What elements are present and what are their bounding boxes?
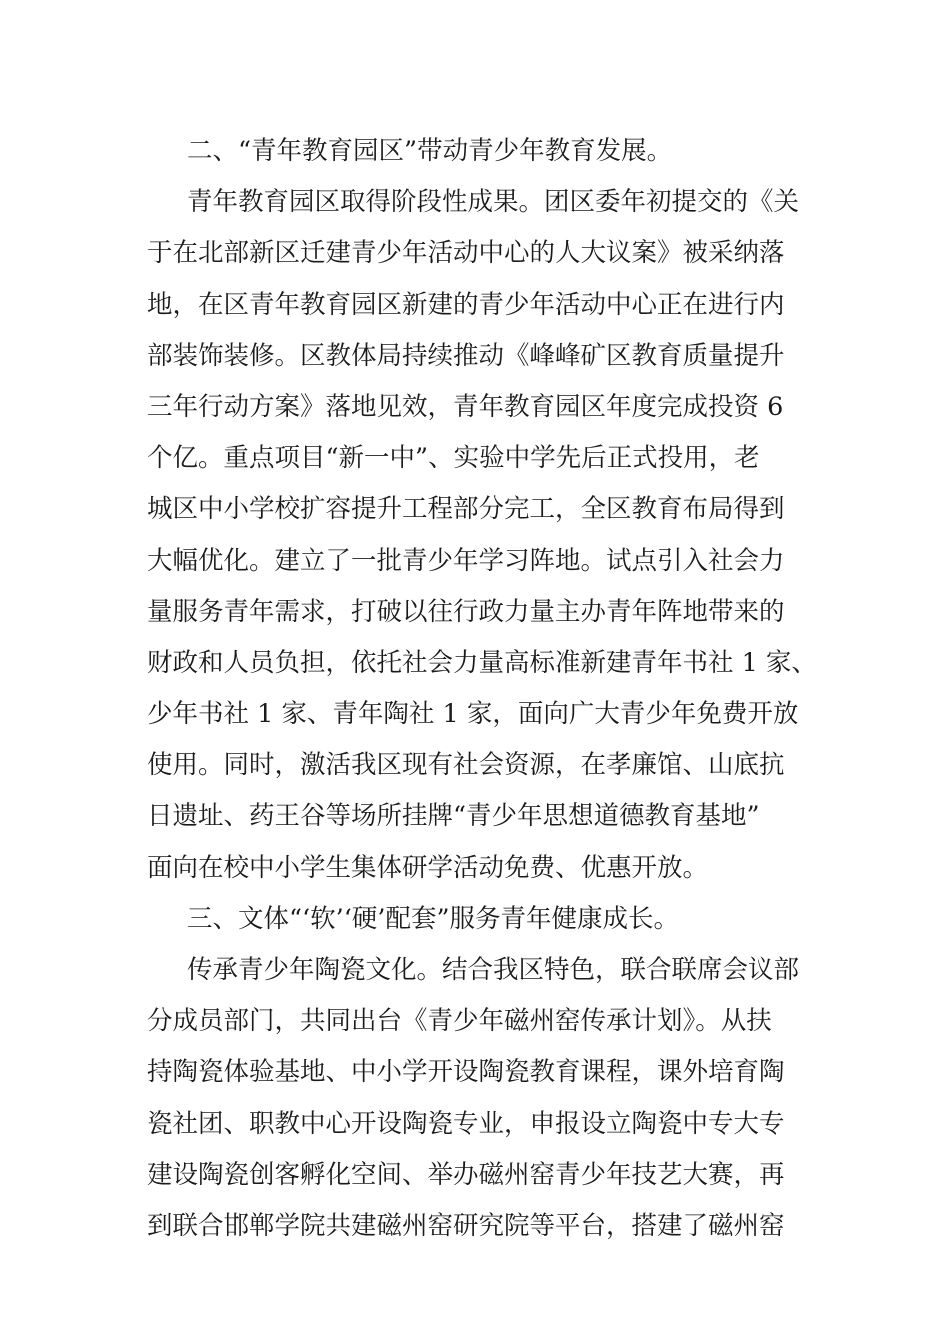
paragraph-line: 日遗址、药王谷等场所挂牌“青少年思想道德教育基地” [147, 801, 760, 832]
paragraph-line: 建设陶瓷创客孵化空间、举办磁州窑青少年技艺大赛，再 [147, 1159, 785, 1190]
paragraph-line: 于在北部新区迁建青少年活动中心的人大议案》被采纳落 [147, 238, 785, 269]
section-heading-3: 三、文体“‘软’‘硬’配套”服务青年健康成长。 [187, 903, 679, 934]
paragraph-line: 分成员部门，共同出台《青少年磁州窑传承计划》。从扶 [147, 1006, 772, 1037]
paragraph-line: 传承青少年陶瓷文化。结合我区特色，联合联席会议部 [187, 955, 800, 985]
paragraph-line: 面向在校中小学生集体研学活动免费、优惠开放。 [147, 852, 709, 883]
document-body [147, 126, 817, 1252]
paragraph-line: 地，在区青年教育园区新建的青少年活动中心正在进行内 [147, 289, 785, 320]
paragraph-line: 大幅优化。建立了一批青少年学习阵地。试点引入社会力 [147, 545, 785, 576]
paragraph-line: 个亿。重点项目“新一中”、实验中学先后正式投用，老 [147, 443, 760, 474]
paragraph-line: 城区中小学校扩容提升工程部分完工，全区教育布局得到 [147, 494, 785, 525]
paragraph-line: 三年行动方案》落地见效，青年教育园区年度完成投资 6 [147, 391, 784, 422]
paragraph-line: 量服务青年需求，打破以往行政力量主办青年阵地带来的 [147, 596, 785, 627]
section-heading-2: 二、“青年教育园区”带动青少年教育发展。 [187, 136, 673, 166]
paragraph-line: 青年教育园区取得阶段性成果。团区委年初提交的《关 [187, 187, 800, 218]
paragraph-line: 瓷社团、职教中心开设陶瓷专业，申报设立陶瓷中专大专 [147, 1108, 785, 1139]
paragraph-line: 使用。同时，激活我区现有社会资源，在孝廉馆、山底抗 [147, 750, 785, 781]
paragraph-line: 到联合邯郸学院共建磁州窑研究院等平台，搭建了磁州窑 [147, 1210, 785, 1241]
paragraph-line: 持陶瓷体验基地、中小学开设陶瓷教育课程，课外培育陶 [147, 1057, 785, 1088]
paragraph-line: 部装饰装修。区教体局持续推动《峰峰矿区教育质量提升 [147, 340, 785, 371]
paragraph-line: 少年书社 1 家、青年陶社 1 家，面向广大青少年免费开放 [147, 699, 799, 730]
paragraph-line: 财政和人员负担，依托社会力量高标准新建青年书社 1 家、 [147, 647, 817, 678]
